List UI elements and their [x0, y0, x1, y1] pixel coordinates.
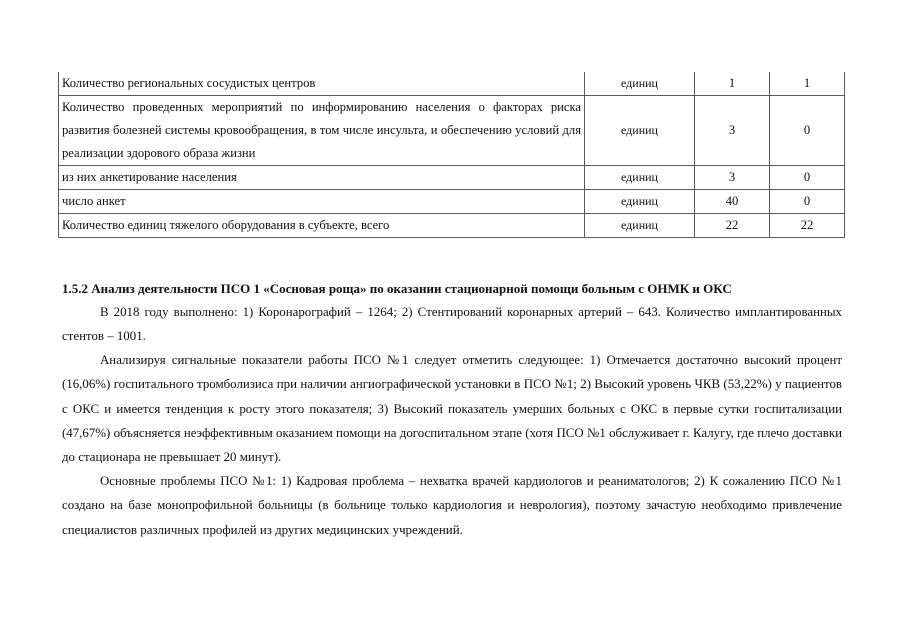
value-cell-1: 3 — [695, 96, 770, 166]
table-row — [59, 96, 845, 166]
value-cell-2: 1 — [770, 72, 845, 96]
unit-cell: единиц — [585, 166, 695, 190]
paragraph-indicators-analysis: Анализируя сигнальные показатели работы ПСО №1 следует отметить следующее: 1) Отмечается достаточно высокий процент (16,06%) госпитального тромболизиса при наличии ангиографической установки в ПСО №1; 2) Высокий уровень ЧКВ (53,22%) у пациентов с ОКС и имеется тенденция к росту этого показателя; 3) Высокий показатель умерших больных с ОКС в первые сутки госпитализации (47,67%) объясняется неэффективным оказанием помощи на догоспитальном этапе (хотя ПСО №1 обслуживает г. Калугу, где плечо доставки до стационара не превышает 20 минут). — [62, 353, 842, 465]
unit-cell: единиц — [585, 72, 695, 96]
value-cell-1: 40 — [695, 190, 770, 214]
unit-cell: единиц — [585, 190, 695, 214]
value-cell-2: 0 — [770, 166, 845, 190]
row-name-cell: Количество региональных сосудистых центров — [59, 72, 585, 96]
row-name-cell: из них анкетирование населения — [59, 166, 585, 190]
value-cell-1: 1 — [695, 72, 770, 96]
value-cell-2: 0 — [770, 96, 845, 166]
table-row — [59, 166, 845, 190]
row-name-cell: Количество проведенных мероприятий по информированию населения о факторах риска развития болезней системы кровообращения, в том числе инсульта, и обеспечению условий для реализации здорового образа жизни — [59, 96, 585, 166]
value-cell-1: 22 — [695, 214, 770, 238]
row-name-cell: Количество единиц тяжелого оборудования в субъекте, всего — [59, 214, 585, 238]
paragraph-procedures: В 2018 году выполнено: 1) Коронарографий – 1264; 2) Стентирований коронарных артерий – 643. Количество имплантированных стентов – 1001. — [62, 305, 842, 344]
paragraph-main-problems: Основные проблемы ПСО №1: 1) Кадровая проблема – нехватка врачей кардиологов и реаниматологов; 2) К сожалению ПСО №1 создано на базе монопрофильной больницы (в больнице только кардиология и неврология), поэтому зачастую необходимо привлечение специалистов различных профилей из других медицинских учреждений. — [62, 474, 842, 537]
indicators-table — [58, 72, 845, 238]
unit-cell: единиц — [585, 214, 695, 238]
table-row — [59, 214, 845, 238]
table-row — [59, 190, 845, 214]
unit-cell: единиц — [585, 96, 695, 166]
value-cell-2: 22 — [770, 214, 845, 238]
section-heading: 1.5.2 Анализ деятельности ПСО 1 «Сосновая роща» по оказании стационарной помощи больным с ОНМК и ОКС — [62, 281, 732, 296]
value-cell-1: 3 — [695, 166, 770, 190]
value-cell-2: 0 — [770, 190, 845, 214]
row-name-cell: число анкет — [59, 190, 585, 214]
table-row — [59, 72, 845, 96]
